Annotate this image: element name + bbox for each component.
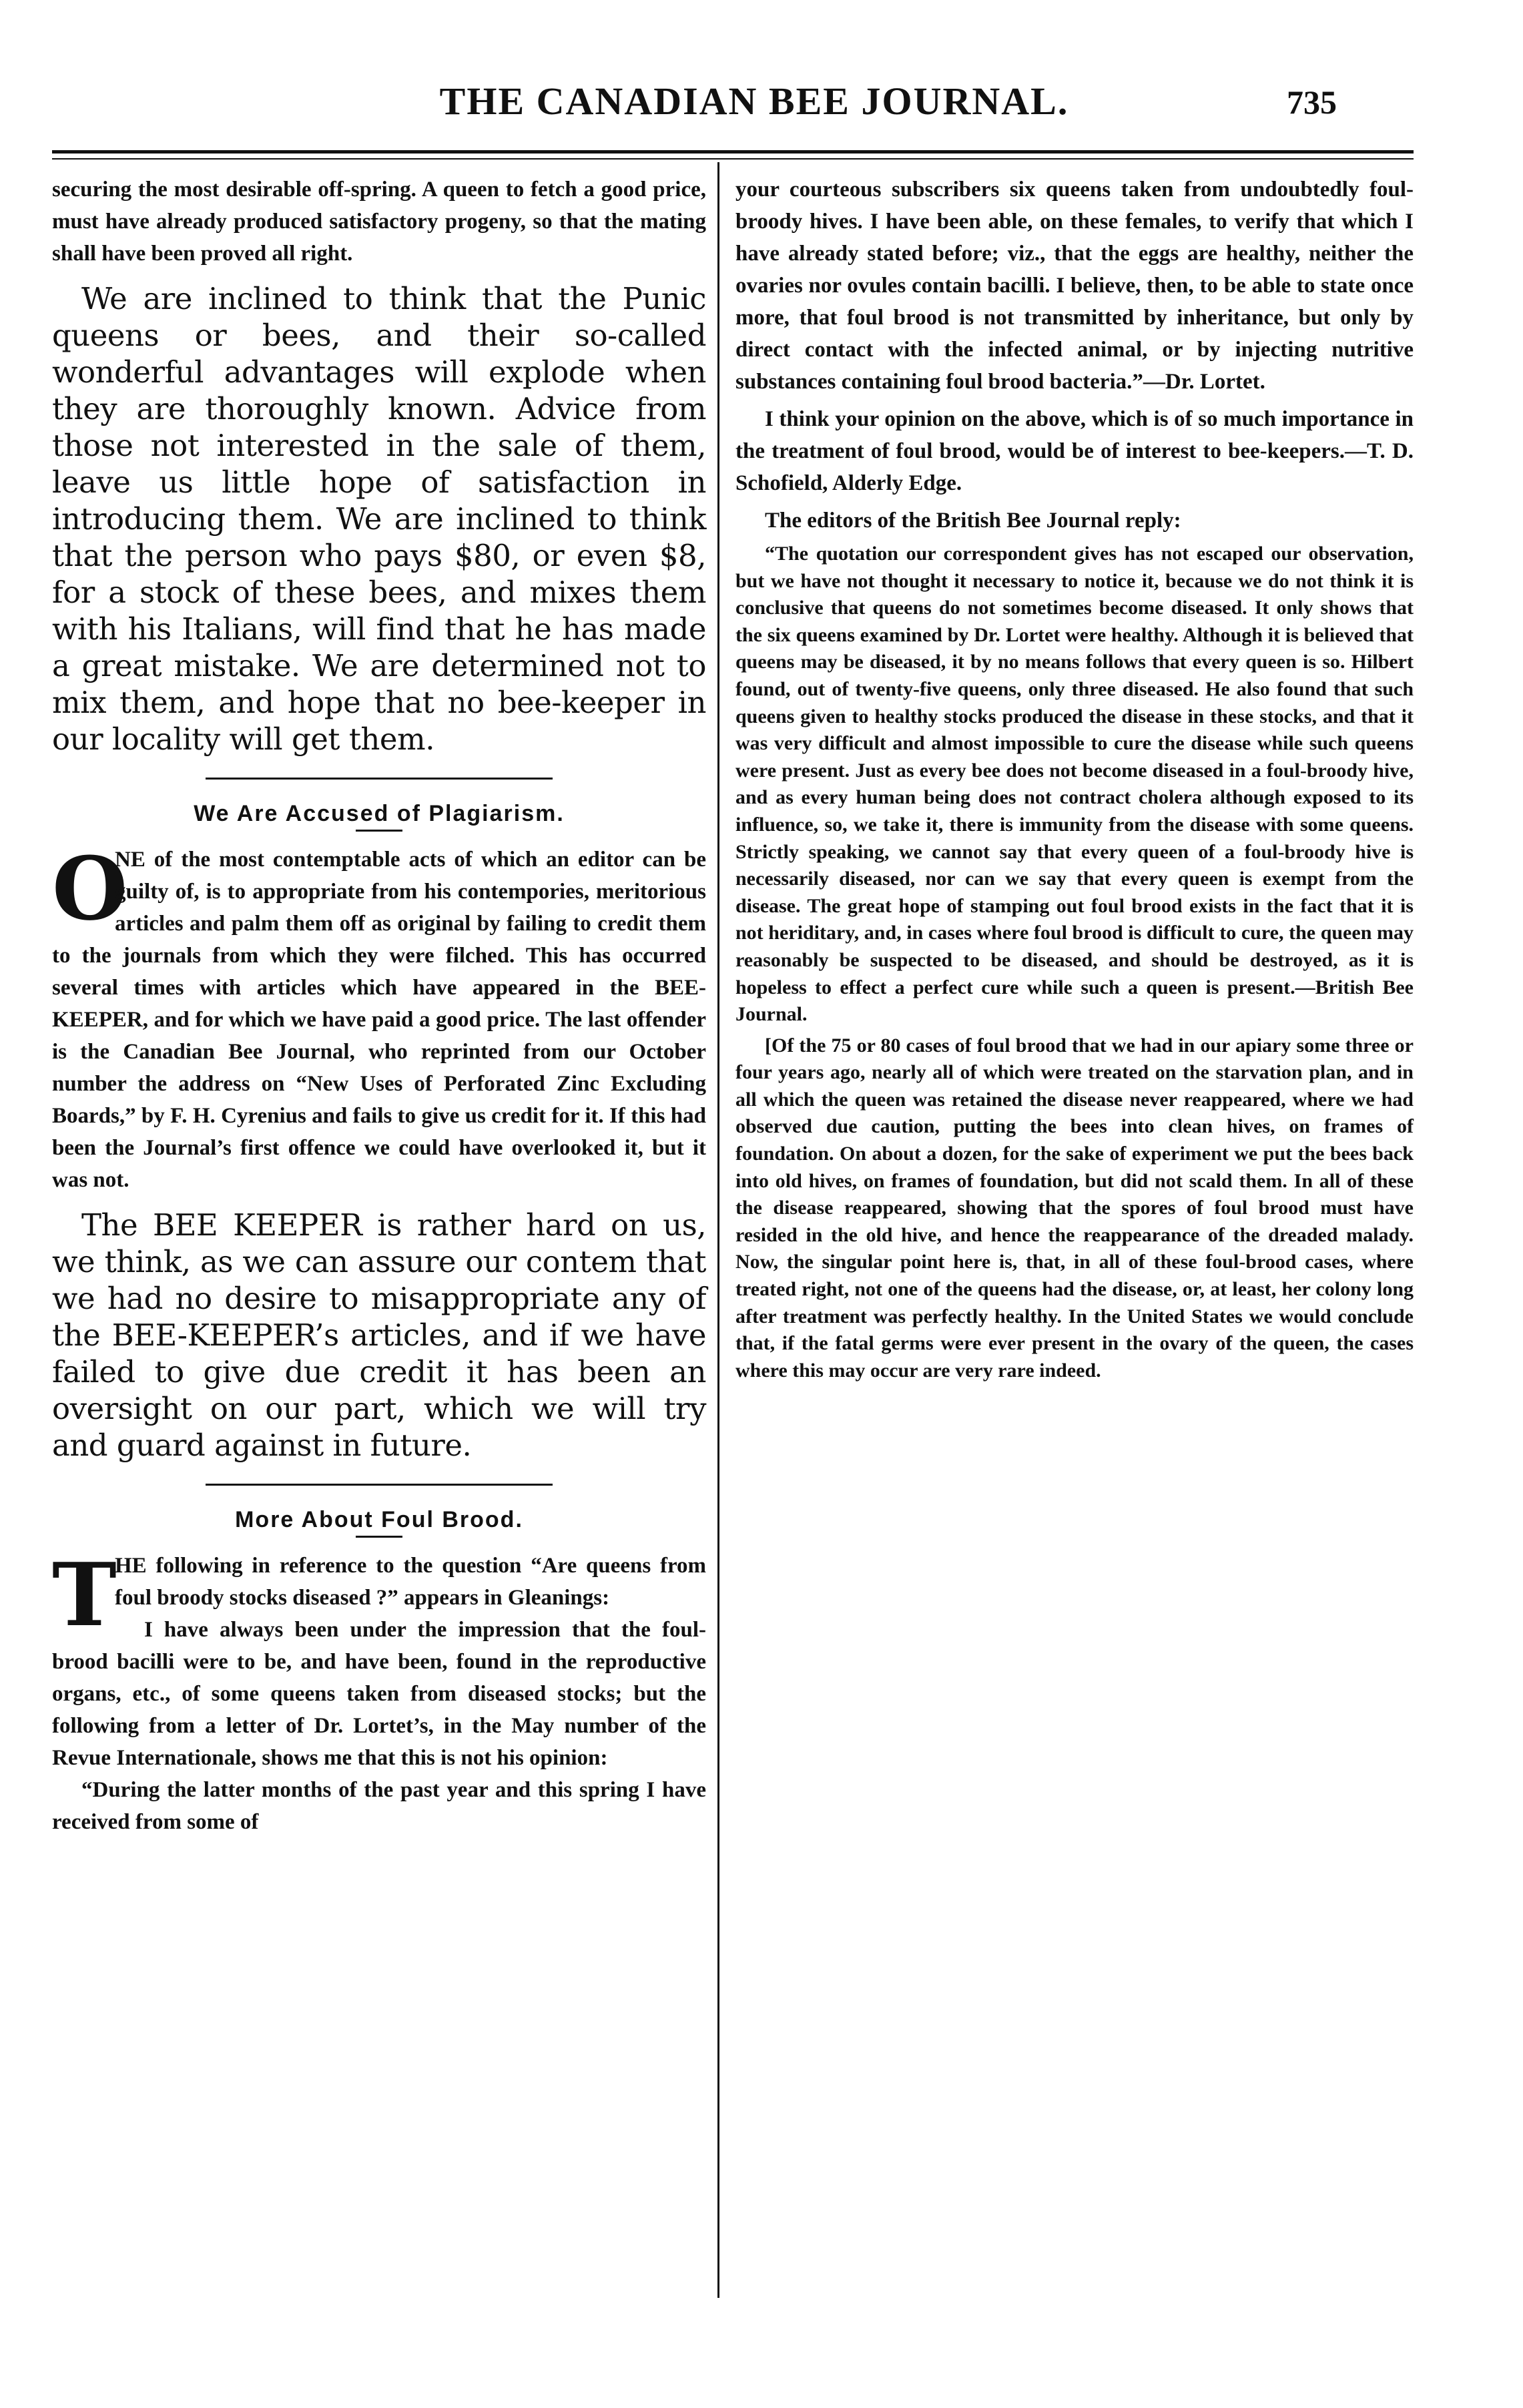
page-number: 735 [1287,83,1337,121]
lortet-quote-end: your courteous subscribers six queens taken from undoubtedly foul-broody hives. I have been able, on these females, to verify that which I have already stated before; viz., that the eggs are healthy, neither the ovaries nor ovules contain bacilli. I believe, then, to be able to state once more, that foul brood is not transmitted by inheritance, but only by direct contact with the infected animal, or by injecting nutritive substances containing foul brood bacteria.”—Dr. Lortet. [735,178,1414,394]
drop-cap-t: T [52,1544,117,1646]
header-rule [52,150,1414,154]
editorial-note-foul-brood: [Of the 75 or 80 cases of foul brood that we had in our apiary some three or four years ago, nearly all of which were treated on the starvation plan, and in all which the queen was retained the disease never reappeared, where we had observed due caution, putting the bees into clean hives, on frames of foundation. On about a dozen, for the sake of experiment we put the bees back into old hives, on frames of foundation, but did not scald them. In all of these the disease reappeared, showing that the spores of foul brood must have resided in the old hive, and hence the reappearance of the dreaded malady. Now, the singular point here is, that, in all of these foul-brood cases, where treated right, not one of the queens had the disease, or, at least, her colony long after treatment was perfectly healthy. In the United States we would conclude that, if the fatal germs were ever present in the ovary of the queen, the cases where this may occur are very rare indeed. [735,1034,1414,1382]
spacer [52,270,706,280]
foul-brood-intro [52,1544,706,1646]
section-separator [206,1484,553,1486]
lortet-quote-start: “During the latter months of the past year and this spring I have received from some of [52,1778,706,1834]
left-paragraph-1: securing the most desirable off-spring. A queen to fetch a good price, must have already produced satisfactory progeny, so that the mating shall have been proved all right. [52,178,706,266]
running-title: THE CANADIAN BEE JOURNAL. [439,79,1069,123]
drop-cap-o: O [52,838,128,940]
british-bee-journal-reply: “The quotation our correspondent gives has not escaped our observation, but we have not thought it necessary to notice it, because we do not think it is conclusive that queens do not sometimes become diseased. It only shows that the six queens examined by Dr. Lortet were healthy. Although it is believed that queens may be diseased, it by no means follows that every queen is so. Hilbert found, out of twenty-five queens, only three diseased. He also found that such queens given to healthy stocks produced the disease in these stocks, and that it was very difficult and almost impossible to cure the disease while such queens were present. Just as every bee does not become diseased in a foul-broody hive, and as every human being does not contract cholera although exposed to its influence, so, we take it, there is immunity from the disease with some queens. Strictly speaking, we cannot say that every queen of a foul-broody hive is necessarily diseased, nor can we say that every queen is exempt from the disease. The great hope of stamping out foul brood exists in the fact that it is not heriditary, and, in cases where foul brood is difficult to cure, the queen may reasonably be suspected to be diseased, and should be destroyed, as it is hopeless to effect a perfect cure while such a queen is present.—British Bee Journal. [735,543,1414,1026]
left-column [52,174,706,1838]
editorial-paragraph-punic: We are inclined to think that the Punic queens or bees, and their so-called wonderful advantages will explode when they are thoroughly known. Advice from those not interested in the sale of them, leave us little hope of satisfaction in introducing them. We are inclined to think that the person who pays $80, or even $8, for a stock of these bees, and mixes them with his Italians, will find that he has made a great mistake. We are determined not to mix them, and hope that no bee-keeper in our locality will get them. [52,281,706,757]
section-separator [206,778,553,780]
foul-brood-intro-paragraph: HE following in reference to the question “Are queens from foul broody stocks diseased ?” appears in Gleanings: [115,1554,706,1610]
section-heading-foul-brood: More About Foul Brood. [235,1507,523,1532]
column-divider [717,162,719,2298]
plagiarism-paragraph: NE of the most contemptable acts of which an editor can be guilty of, is to appropriate from his contempories, meritorious articles and palm them off as original by failing to credit them to the journals from which they were filched. This has occurred several times with articles which have appeared in the BEE-KEEPER, and for which we have paid a good price. The last offender is the Canadian Bee Journal, who reprinted from our October number the address on “New Uses of Perforated Zinc Excluding Boards,” by F. H. Cyrenius and fails to give us credit for it. If this had been the Journal’s first offence we could have overlooked it, but it was not. [52,848,706,1192]
quoted-letter-paragraph: I have always been under the impression that the foul-brood bacilli were to be, and have been, found in the reproductive organs, etc., of some queens taken from diseased stocks; but the following from a letter of Dr. Lortet’s, in the May number of the Revue Internationale, shows me that this is not his opinion: [52,1618,706,1770]
schofield-paragraph: I think your opinion on the above, which is of so much importance in the treatment of foul brood, would be of interest to bee-keepers.—T. D. Schofield, Alderly Edge. [735,407,1414,495]
right-column [735,174,1414,1384]
header-rule-thin [52,158,1414,160]
heading-underline [356,1536,402,1538]
editorial-paragraph-reply: The BEE KEEPER is rather hard on us, we think, as we can assure our contem that we had no desire to misappropriate any of the BEE-KEEPER’s articles, and if we have failed to give due credit it has been an oversight on our part, which we will try and guard against in future. [52,1207,706,1463]
heading-underline [356,830,402,832]
section-heading-plagiarism: We Are Accused of Plagiarism. [194,801,565,826]
editors-reply-intro: The editors of the British Bee Journal reply: [765,509,1181,533]
spacer [52,1196,706,1207]
plagiarism-article [52,838,706,1196]
